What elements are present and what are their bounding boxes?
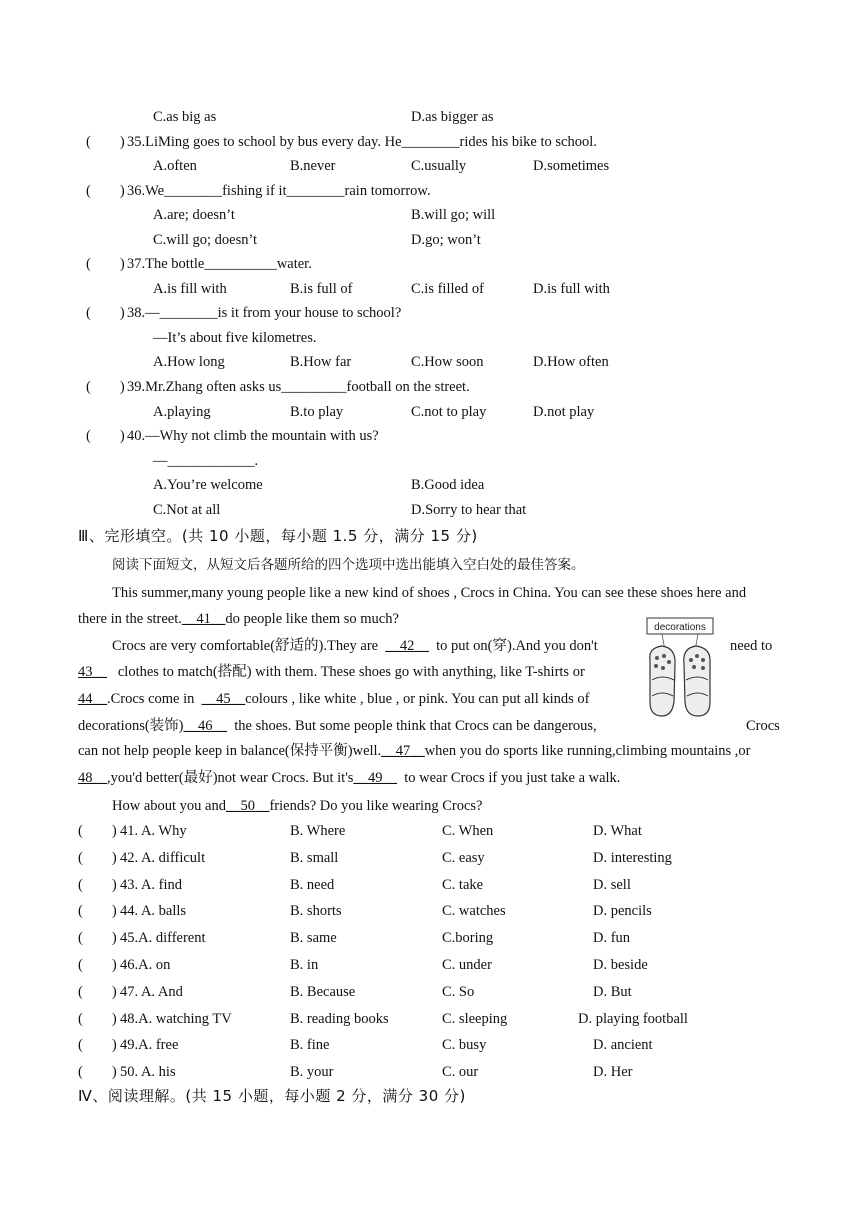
answer-paren: ( ) [78, 1011, 117, 1027]
question-stem: 38.—________is it from your house to school? [127, 305, 402, 321]
option-d: D. What [593, 823, 642, 839]
passage-line [78, 690, 589, 708]
passage-text: decorations(装饰) [78, 718, 184, 734]
passage-text: do people like them so much? [225, 611, 399, 627]
passage-text: Crocs [746, 718, 780, 734]
option-c: C.Not at all [153, 502, 221, 518]
option-b: B.will go; will [411, 207, 496, 223]
blank-49: __49__ [353, 770, 397, 786]
image-caption: decorations [654, 622, 706, 633]
option-c: C. watches [442, 903, 506, 919]
passage-line [78, 717, 597, 735]
passage-text: How about you and [112, 798, 226, 814]
option-c: C. sleeping [442, 1011, 508, 1027]
question-stem: 36.We________fishing if it________rain tomorrow. [127, 183, 431, 199]
option-b: B. your [290, 1064, 334, 1080]
question-stem: 37.The bottle__________water. [127, 256, 312, 272]
answer-paren: ( ) [78, 1064, 117, 1080]
option-c: C.will go; doesn’t [153, 232, 258, 248]
answer-paren: ( ) [86, 305, 125, 321]
blank-41: __41__ [181, 611, 226, 627]
answer-paren: ( ) [86, 256, 125, 272]
option-c: C.is filled of [411, 281, 484, 297]
option-c: C. our [442, 1064, 479, 1080]
blank-48: 48__ [78, 770, 107, 786]
passage-line [78, 610, 399, 628]
option-a: A.You’re welcome [153, 477, 263, 493]
blank-42: __42__ [385, 638, 429, 654]
option-d: D.not play [533, 404, 595, 420]
option-c: C.as big as [153, 109, 217, 125]
answer-paren: ( ) [86, 183, 125, 199]
blank-43: 43__ [78, 664, 107, 680]
option-b: B. same [290, 930, 337, 946]
option-d: D. pencils [593, 903, 652, 919]
option-d: D. interesting [593, 850, 672, 866]
option-c: C.usually [411, 158, 467, 174]
option-c: C. When [442, 823, 494, 839]
option-b: B. reading books [290, 1011, 389, 1027]
option-c: C.not to play [411, 404, 487, 420]
option-a: 45.A. different [120, 930, 206, 946]
answer-paren: ( ) [78, 877, 117, 893]
option-b: B.is full of [290, 281, 353, 297]
blank-50: __50__ [225, 798, 270, 814]
option-a: 41. A. Why [120, 823, 187, 839]
answer-paren: ( ) [86, 134, 125, 150]
option-a: 46.A. on [120, 957, 171, 973]
passage-text: ,you'd better(最好)not wear Crocs. But it's [107, 770, 354, 786]
option-a: A.often [153, 158, 197, 174]
option-a: A.is fill with [153, 281, 227, 297]
option-d: D. playing football [578, 1011, 688, 1027]
blank-46: __46__ [183, 718, 227, 734]
option-a: 44. A. balls [120, 903, 187, 919]
option-b: B. Where [290, 823, 346, 839]
answer-paren: ( ) [78, 957, 117, 973]
option-d: D. fun [593, 930, 631, 946]
answer-paren: ( ) [86, 379, 125, 395]
passage-text: to put on(穿).And you don't [436, 638, 598, 654]
option-d: D. But [593, 984, 632, 1000]
option-d: D. Her [593, 1064, 633, 1080]
option-b: B.How far [290, 354, 352, 370]
option-c: C.boring [442, 930, 494, 946]
passage-text: friends? Do you like wearing Crocs? [269, 798, 483, 814]
left-shoe-icon [650, 646, 675, 716]
option-b: B. fine [290, 1037, 330, 1053]
passage-line [78, 769, 620, 787]
passage-text: colours , like white , blue , or pink. You can put all kinds of [245, 691, 590, 707]
section-heading: Ⅳ、阅读理解。(共 15 小题，每小题 2 分，满分 30 分) [78, 1087, 466, 1105]
option-b: B. small [290, 850, 339, 866]
option-c: C. take [442, 877, 484, 893]
passage-text: need to [730, 638, 773, 654]
question-stem: 39.Mr.Zhang often asks us_________football on the street. [127, 379, 470, 395]
option-a: 43. A. find [120, 877, 183, 893]
option-b: B. need [290, 877, 335, 893]
option-c: C. busy [442, 1037, 487, 1053]
option-c: C.How soon [411, 354, 484, 370]
option-d: D.sometimes [533, 158, 610, 174]
option-a: 49.A. free [120, 1037, 179, 1053]
option-a: A.playing [153, 404, 211, 420]
passage-text: to wear Crocs if you just take a walk. [404, 770, 621, 786]
passage-text: when you do sports like running,climbing mountains ,or [424, 743, 751, 759]
answer-paren: ( ) [78, 903, 117, 919]
option-d: D.How often [533, 354, 609, 370]
option-a: 48.A. watching TV [120, 1011, 232, 1027]
question-reply: —It’s about five kilometres. [153, 330, 317, 346]
option-b: B. in [290, 957, 319, 973]
passage-line [112, 637, 598, 655]
option-a: A.are; doesn’t [153, 207, 235, 223]
option-c: C. So [442, 984, 475, 1000]
answer-paren: ( ) [78, 823, 117, 839]
blank-44: 44__ [78, 691, 107, 707]
passage-text: can not help people keep in balance(保持平衡)well. [78, 743, 382, 759]
option-d: D.is full with [533, 281, 610, 297]
answer-paren: ( ) [78, 1037, 117, 1053]
question-stem: 40.—Why not climb the mountain with us? [127, 428, 379, 444]
crocs-shoes-image [642, 616, 718, 720]
passage-text: Crocs are very comfortable(舒适的).They are [112, 638, 379, 654]
option-b: B.to play [290, 404, 344, 420]
blank-45: __45__ [201, 691, 246, 707]
option-a: 50. A. his [120, 1064, 176, 1080]
option-d: D. sell [593, 877, 631, 893]
option-d: D. beside [593, 957, 648, 973]
answer-paren: ( ) [78, 930, 117, 946]
option-b: B.never [290, 158, 336, 174]
option-d: D. ancient [593, 1037, 653, 1053]
section-instruction: 阅读下面短文，从短文后各题所给的四个选项中选出能填入空白处的最佳答案。 [112, 557, 585, 573]
section-heading: Ⅲ、完形填空。(共 10 小题，每小题 1.5 分，满分 15 分) [78, 527, 478, 545]
option-c: C. easy [442, 850, 485, 866]
passage-text: there in the street. [78, 611, 182, 627]
option-b: B.Good idea [411, 477, 485, 493]
option-d: D.Sorry to hear that [411, 502, 527, 518]
blank-47: __47__ [381, 743, 425, 759]
option-a: 47. A. And [120, 984, 183, 1000]
passage-text: the shoes. But some people think that Crocs can be dangerous, [234, 718, 597, 734]
option-b: B. Because [290, 984, 356, 1000]
answer-paren: ( ) [78, 850, 117, 866]
passage-line [112, 797, 482, 815]
right-shoe-icon [684, 646, 710, 716]
option-d: D.go; won’t [411, 232, 481, 248]
answer-paren: ( ) [86, 428, 125, 444]
option-b: B. shorts [290, 903, 342, 919]
passage-line: This summer,many young people like a new kind of shoes , Crocs in China. You can see these shoes here and [112, 585, 747, 601]
option-a: 42. A. difficult [120, 850, 206, 866]
option-d: D.as bigger as [411, 109, 494, 125]
passage-line [78, 663, 585, 681]
option-a: A.How long [153, 354, 225, 370]
passage-text: clothes to match(搭配) with them. These shoes go with anything, like T-shirts or [117, 664, 585, 680]
question-stem: 35.LiMing goes to school by bus every day. He________rides his bike to school. [127, 134, 597, 150]
passage-line [78, 742, 751, 760]
answer-paren: ( ) [78, 984, 117, 1000]
passage-text: .Crocs come in [107, 691, 195, 707]
question-reply: —____________. [153, 453, 259, 469]
option-c: C. under [442, 957, 492, 973]
